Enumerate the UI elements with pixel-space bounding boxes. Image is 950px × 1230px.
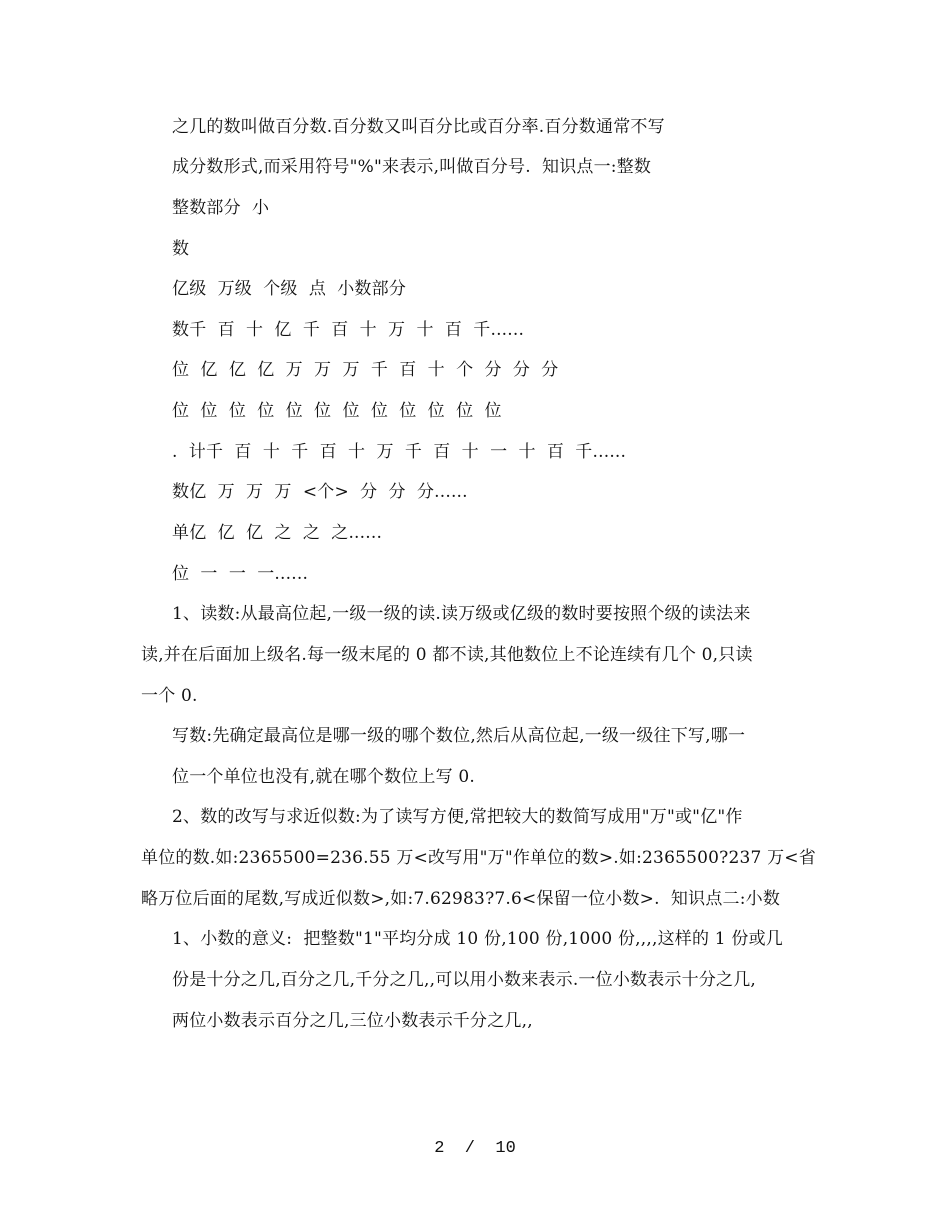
text-line: 位 位 位 位 位 位 位 位 位 位 位 位 <box>172 401 502 421</box>
text-line: 1、读数:从最高位起,一级一级的读.读万级或亿级的数时要按照个级的读法来 <box>172 604 751 624</box>
text-line: 份是十分之几,百分之几,千分之几,,可以用小数来表示.一位小数表示十分之几, <box>172 970 757 990</box>
text-line: 两位小数表示百分之几,三位小数表示千分之几,, <box>172 1011 533 1031</box>
text-line: 成分数形式,而采用符号"%"来表示,叫做百分号. 知识点一:整数 <box>172 157 652 177</box>
text-line: . 计千 百 十 千 百 十 万 千 百 十 一 十 百 千...... <box>172 442 627 462</box>
text-line: 之几的数叫做百分数.百分数又叫百分比或百分率.百分数通常不写 <box>172 117 665 137</box>
text-line: 单位的数.如:2365500=236.55 万<改写用"万"作单位的数>.如:2365500?237 万<省 <box>141 848 816 868</box>
page-number: 2 / 10 <box>434 1139 516 1158</box>
text-line: 位一个单位也没有,就在哪个数位上写 0. <box>172 767 476 787</box>
text-line: 亿级 万级 个级 点 小数部分 <box>172 279 407 299</box>
text-line: 读,并在后面加上级名.每一级末尾的 0 都不读,其他数位上不论连续有几个 0,只读 <box>141 645 753 665</box>
text-line: 位 一 一 一...... <box>172 564 309 584</box>
text-line: 整数部分 小 <box>172 198 270 218</box>
text-line: 单亿 亿 亿 之 之 之...... <box>172 523 383 543</box>
text-line: 略万位后面的尾数,写成近似数>,如:7.62983?7.6<保留一位小数>. 知识点二:小数 <box>141 889 781 909</box>
text-line: 数千 百 十 亿 千 百 十 万 十 百 千...... <box>172 320 525 340</box>
text-line: 数 <box>172 239 190 259</box>
text-line: 位 亿 亿 亿 万 万 万 千 百 十 个 分 分 分 <box>172 360 559 380</box>
text-line: 一个 0. <box>141 686 198 706</box>
text-line: 写数:先确定最高位是哪一级的哪个数位,然后从高位起,一级一级往下写,哪一 <box>172 726 746 746</box>
text-line: 数亿 万 万 万 <个> 分 分 分...... <box>172 482 468 502</box>
text-line: 2、数的改写与求近似数:为了读写方便,常把较大的数简写成用"万"或"亿"作 <box>172 807 743 827</box>
text-line: 1、小数的意义: 把整数"1"平均分成 10 份,100 份,1000 份,,,,这样的 1 份或几 <box>172 929 784 949</box>
